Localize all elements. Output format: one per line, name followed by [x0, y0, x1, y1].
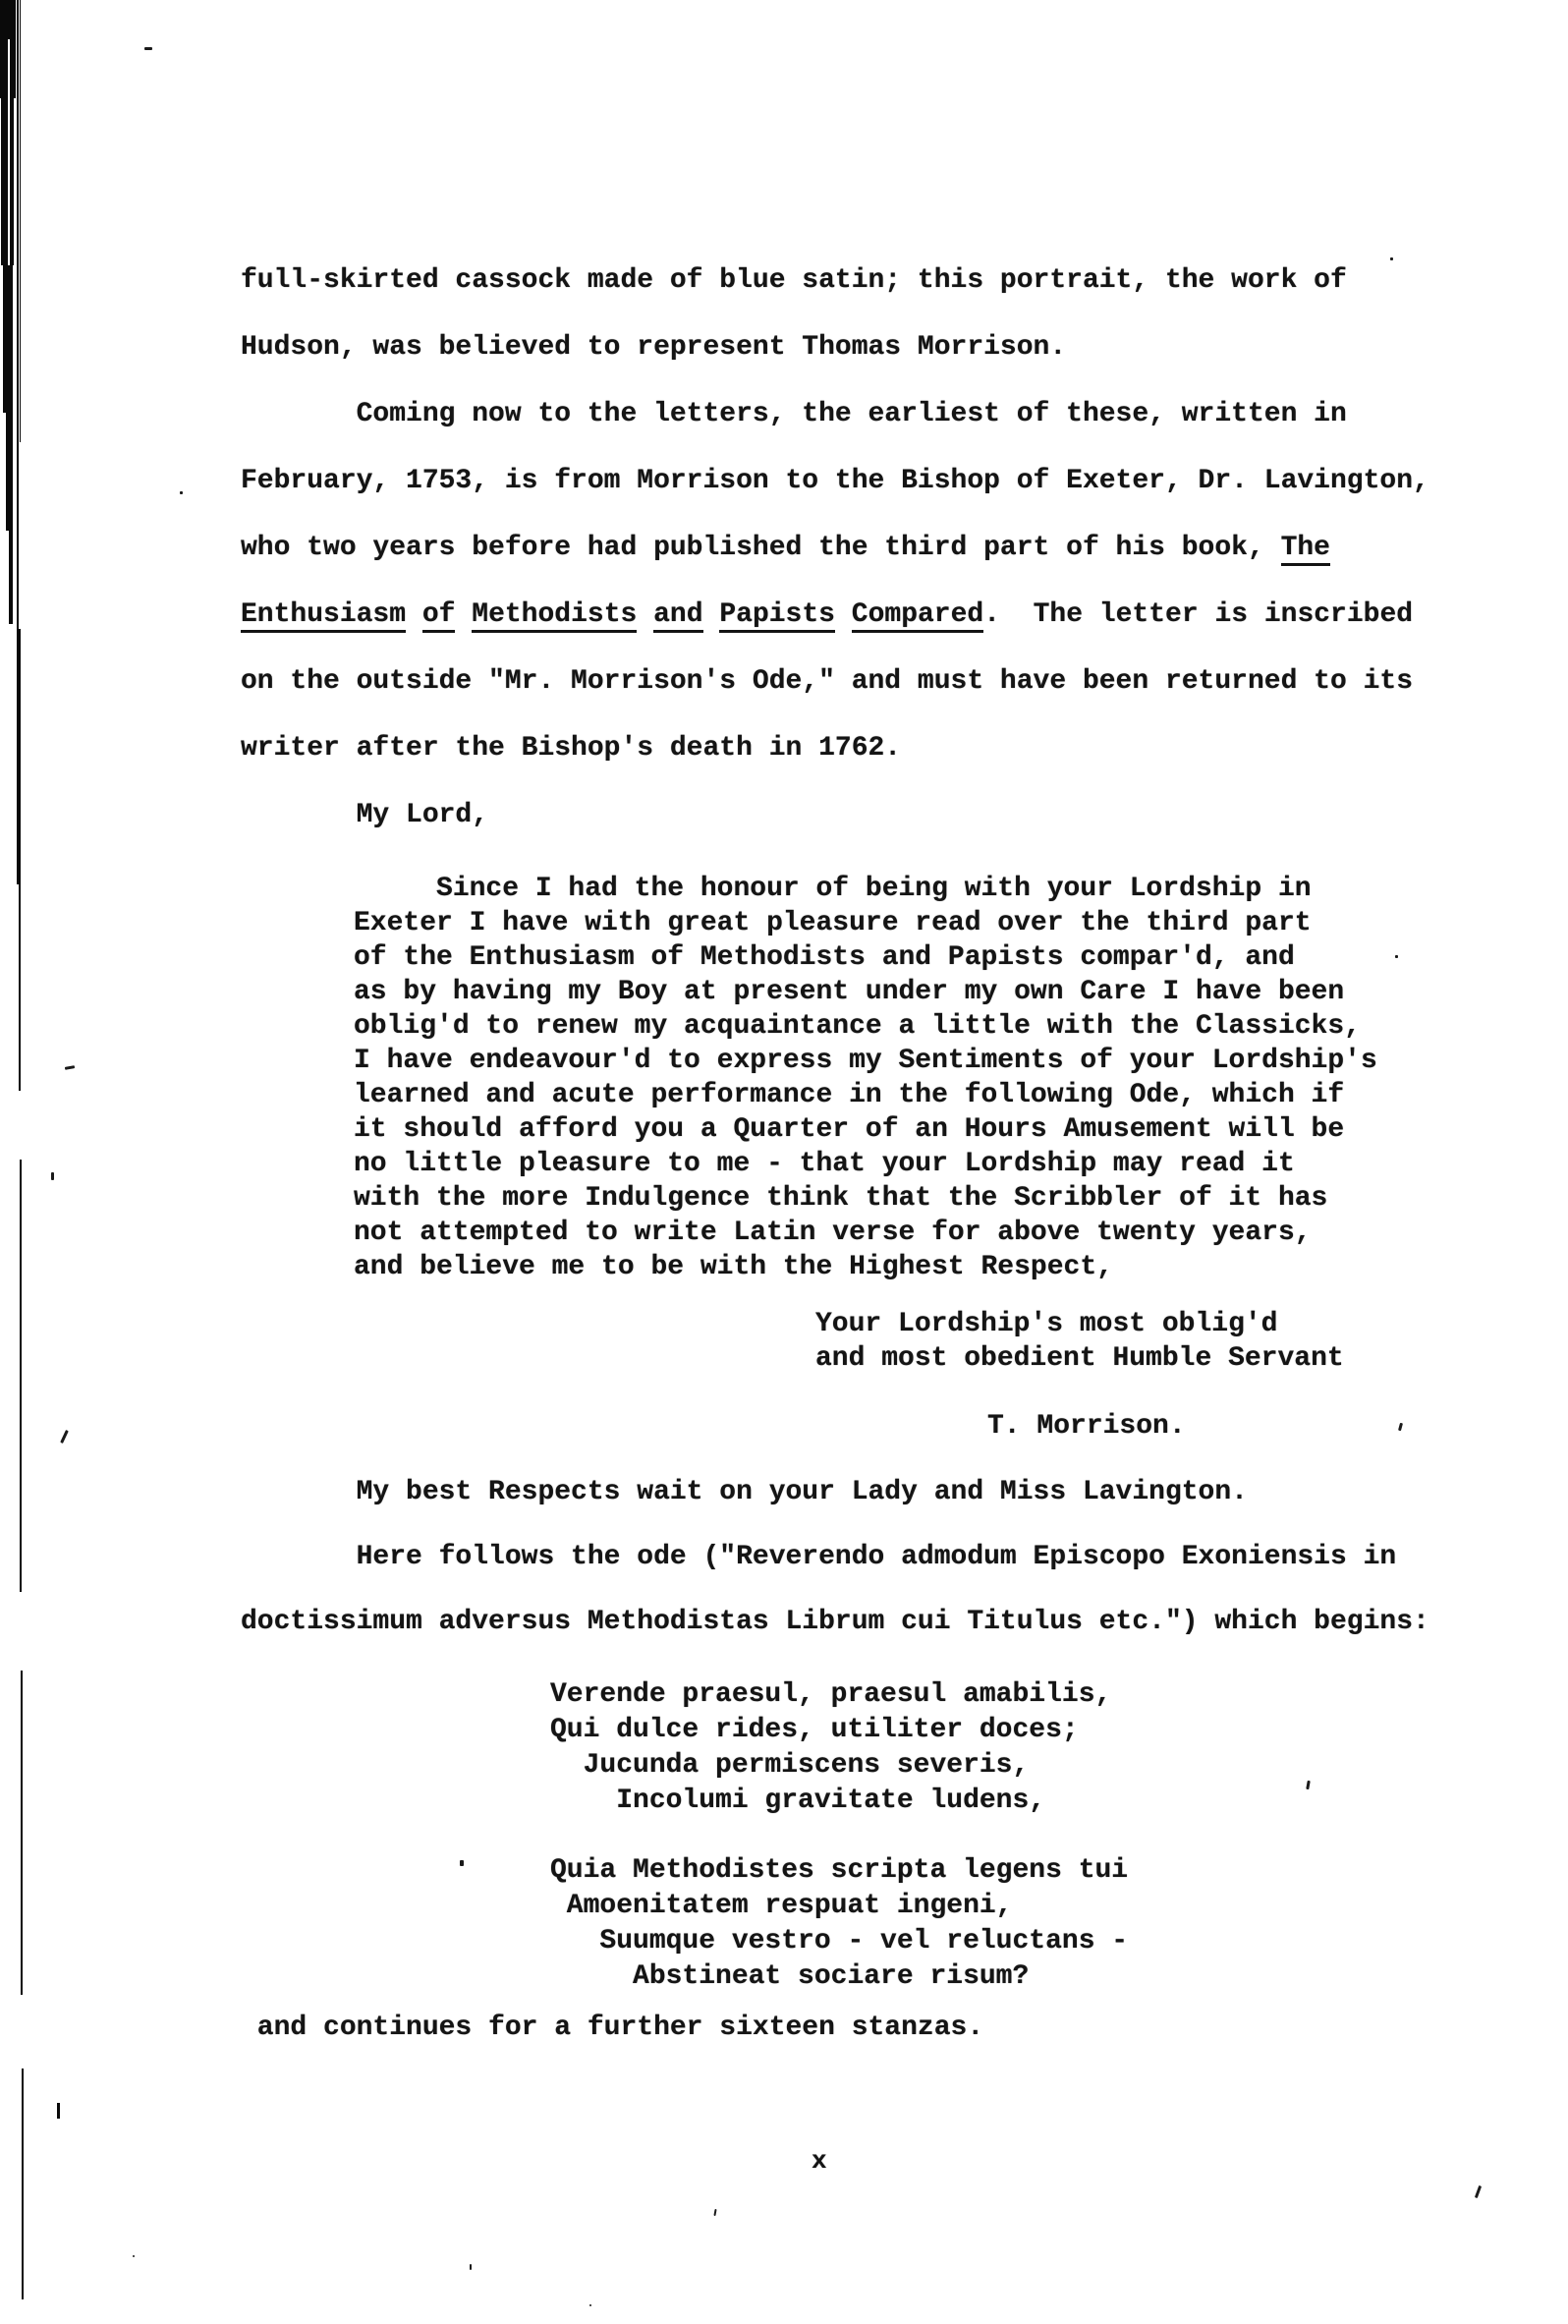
intro-paragraphs: [241, 248, 1429, 849]
letter-closing: [815, 1307, 1344, 1376]
noise-mark: [144, 47, 152, 50]
text-line: Amoenitatem respuat ingeni,: [550, 1891, 1013, 1921]
text-line: it should afford you a Quarter of an Hours Amusement will be: [354, 1114, 1345, 1145]
text-line: with the more Indulgence think that the Scribbler of it has: [354, 1183, 1328, 1214]
noise-mark: [60, 1430, 69, 1444]
scan-artifact-line: [22, 2069, 24, 2299]
noise-mark: [460, 1860, 464, 1866]
text-line: Exeter I have with great pleasure read over the third part: [354, 908, 1312, 938]
scan-artifact-dash: [57, 2103, 60, 2119]
scan-artifact-line: [20, 0, 21, 442]
scan-artifact-line: [20, 1160, 22, 1592]
text-line: doctissimum adversus Methodistas Librum cui Titulus etc.") which begins:: [241, 1607, 1429, 1637]
text-line: oblig'd to renew my acquaintance a little with the Classicks,: [354, 1011, 1361, 1042]
text-line: full-skirted cassock made of blue satin; this portrait, the work of: [241, 265, 1347, 296]
text-line: My Lord,: [241, 800, 489, 830]
text-line: Here follows the ode ("Reverendo admodum Episcopo Exoniensis in: [241, 1542, 1397, 1572]
text-line: Quia Methodistes scripta legens tui: [550, 1855, 1129, 1886]
letter-signature: [987, 1412, 1186, 1442]
noise-mark: [470, 2264, 472, 2270]
text-line: Coming now to the letters, the earliest of these, written in: [241, 399, 1347, 429]
text-line: Jucunda permiscens severis,: [550, 1750, 1030, 1781]
text-line: of the Enthusiasm of Methodists and Papists compar'd, and: [354, 942, 1295, 973]
noise-mark: [589, 2304, 591, 2306]
text-line: Verende praesul, praesul amabilis,: [550, 1679, 1112, 1710]
noise-mark: [180, 491, 183, 494]
text-line: Incolumi gravitate ludens,: [550, 1786, 1046, 1816]
text-line: and believe me to be with the Highest Respect,: [354, 1252, 1113, 1282]
ode-stanza-2: [550, 1853, 1128, 1995]
text-line: writer after the Bishop's death in 1762.: [241, 733, 902, 764]
text-line: February, 1753, is from Morrison to the Bishop of Exeter, Dr. Lavington,: [241, 466, 1429, 496]
text-line: My best Respects wait on your Lady and Miss Lavington.: [241, 1477, 1248, 1507]
text-line: on the outside "Mr. Morrison's Ode," and must have been returned to its: [241, 666, 1413, 697]
letter-body: [354, 872, 1377, 1284]
noise-mark: [65, 1065, 75, 1070]
text-line: Hudson, was believed to represent Thomas Morrison.: [241, 332, 1067, 363]
text-line: learned and acute performance in the following Ode, which if: [354, 1080, 1345, 1110]
text-line: and most obedient Humble Servant: [815, 1343, 1344, 1374]
noise-mark: [1395, 955, 1398, 958]
noise-mark: [1390, 257, 1393, 260]
scan-artifact-wedge: [6, 403, 13, 531]
noise-mark: [713, 2209, 716, 2216]
text-line: Since I had the honour of being with your Lordship in: [354, 874, 1312, 904]
text-line: no little pleasure to me - that your Lordship may read it: [354, 1149, 1295, 1179]
text-line: not attempted to write Latin verse for above twenty years,: [354, 1218, 1312, 1248]
noise-mark: [1398, 1423, 1403, 1432]
text-line: Qui dulce rides, utiliter doces;: [550, 1715, 1079, 1745]
scan-artifact-line: [19, 629, 21, 1091]
noise-mark: [1306, 1781, 1311, 1789]
text-line: Enthusiasm of Methodists and Papists Compared. The letter is inscribed: [241, 582, 1429, 649]
noise-mark: [51, 1172, 54, 1180]
scan-artifact-gap: [8, 39, 10, 265]
ode-stanza-1: [550, 1677, 1111, 1819]
noise-mark: [1475, 2185, 1482, 2198]
text-line: and continues for a further sixteen stanzas.: [241, 2012, 984, 2043]
noise-mark: [133, 2255, 135, 2257]
text-line: T. Morrison.: [987, 1411, 1186, 1442]
scan-artifact-wedge: [3, 255, 13, 413]
text-line: Abstineat sociare risum?: [550, 1961, 1030, 1992]
scan-artifact-line: [21, 1671, 23, 1995]
scan-artifact-wedge: [9, 521, 13, 624]
text-line: as by having my Boy at present under my own Care I have been: [354, 977, 1345, 1007]
postscript-and-ode-intro: [241, 1460, 1429, 1655]
text-line: Your Lordship's most oblig'd: [815, 1309, 1278, 1339]
ending-line: [241, 2013, 983, 2043]
text-line: Suumque vestro - vel reluctans -: [550, 1926, 1129, 1956]
text-line: who two years before had published the third part of his book, The: [241, 515, 1429, 582]
text-line: I have endeavour'd to express my Sentiments of your Lordship's: [354, 1046, 1377, 1076]
page-number: x: [812, 2146, 827, 2176]
